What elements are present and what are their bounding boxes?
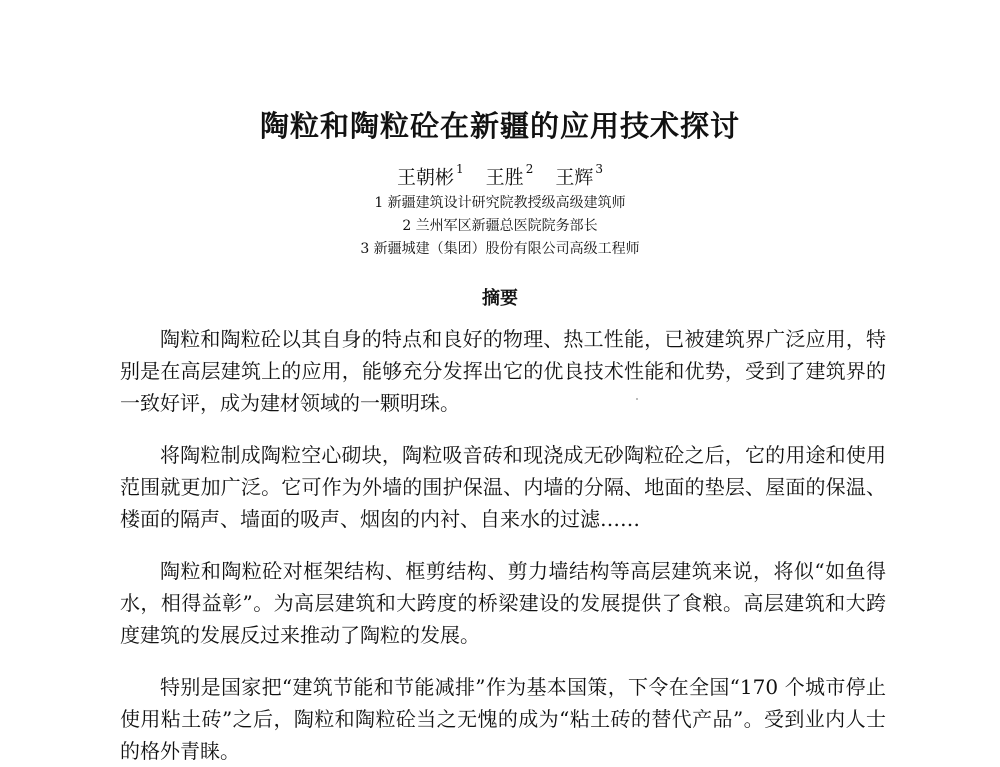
abstract-heading: 摘要: [482, 288, 518, 309]
author-affiliation-mark: 1: [455, 162, 464, 176]
author-3: [555, 158, 603, 191]
abstract-paragraph-3: 陶粒和陶粒砼对框架结构、框剪结构、剪力墙结构等高层建筑来说，将似“如鱼得水，相得益彰”。为高层建筑和大跨度的桥梁建设的发展提供了食粮。高层建筑和大跨度建筑的发展反过来推动了陶粒的发展。: [120, 559, 886, 647]
abstract-paragraph-2: 将陶粒制成陶粒空心砌块，陶粒吸音砖和现浇成无砂陶粒砼之后，它的用途和使用范围就更加广泛。它可作为外墙的围护保温、内墙的分隔、地面的垫层、屋面的保温、楼面的隔声、墙面的吸声、烟囱的内衬、自来水的过滤……: [120, 443, 886, 531]
author-affiliation-mark: 3: [595, 162, 604, 176]
affiliation-2: 2 兰州军区新疆总医院院务部长: [402, 218, 598, 234]
author-list: [0, 158, 1000, 191]
abstract-paragraph-4: 特别是国家把“建筑节能和节能减排”作为基本国策，下令在全国“170 个城市停止使用粘土砖”之后，陶粒和陶粒砼当之无愧的成为“粘土砖的替代产品”。受到业内人士的格外青睐。: [120, 675, 886, 763]
author-name: 王胜: [485, 166, 524, 189]
scan-speck: [636, 398, 638, 400]
affiliation-list: [0, 192, 1000, 261]
affiliation-1: 1 新疆建筑设计研究院教授级高级建筑师: [374, 195, 626, 211]
abstract-body: [120, 323, 886, 767]
author-1: [397, 158, 464, 191]
abstract-paragraph-1: 陶粒和陶粒砼以其自身的特点和良好的物理、热工性能，已被建筑界广泛应用，特别是在高层建筑上的应用，能够充分发挥出它的优良技术性能和优势，受到了建筑界的一致好评，成为建材领域的一颗明珠。: [120, 327, 886, 415]
author-affiliation-mark: 2: [525, 162, 534, 176]
affiliation-3: 3 新疆城建（集团）股份有限公司高级工程师: [360, 241, 640, 257]
author-name: 王辉: [555, 166, 594, 189]
paper-title: 陶粒和陶粒砼在新疆的应用技术探讨: [259, 109, 740, 143]
author-2: [486, 158, 534, 191]
author-name: 王朝彬: [396, 166, 454, 189]
